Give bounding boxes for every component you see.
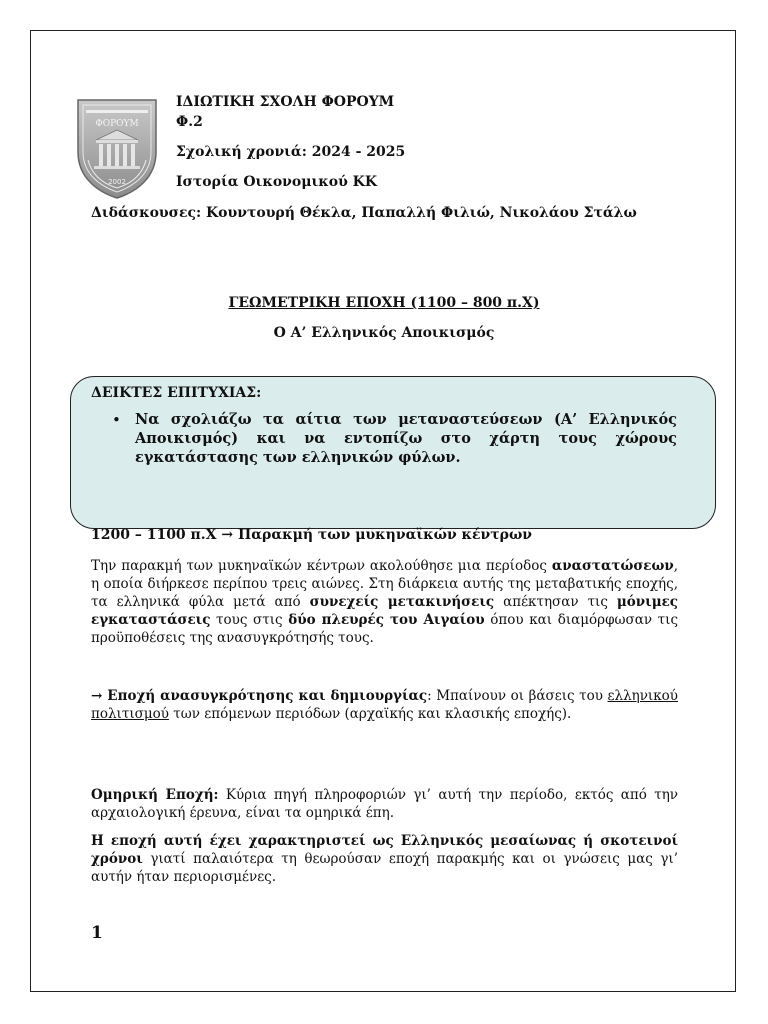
text: Κύρια πηγή πληροφοριών γι’ αυτή την περίοδο, εκτός από την αρχαιολογική έρευνα, είναι τα ομηρικά έπη.	[91, 787, 679, 821]
underlined-text: ελληνικού πολιτισμού	[91, 688, 678, 722]
bold-text: Η εποχή αυτή έχει χαρακτηριστεί ως Ελληνικός μεσαίωνας ή σκοτεινοί χρόνοι	[91, 833, 678, 867]
paragraph-reconstruction	[91, 687, 678, 723]
bold-text: → Εποχή ανασυγκρότησης και δημιουργίας	[91, 688, 428, 704]
paragraph-decline	[91, 557, 678, 647]
page-subtitle: Ο Α’ Ελληνικός Αποικισμός	[273, 325, 495, 341]
logo-year: 2002	[108, 178, 126, 186]
text: τους στις	[210, 612, 289, 628]
subject: Ιστορία Οικονομικού ΚΚ	[176, 174, 377, 190]
text: Την παρακμή των μυκηναϊκών κέντρων ακολούθησε μια περίοδος	[91, 558, 552, 574]
page-title: ΓΕΩΜΕΤΡΙΚΗ ΕΠΟΧΗ (1100 – 800 π.Χ)	[228, 295, 540, 311]
text: : Μπαίνουν οι βάσεις του	[427, 688, 608, 704]
paragraph-homeric-age	[91, 786, 678, 822]
teachers: Διδάσκουσες: Κουντουρή Θέκλα, Παπαλλή Φιλιώ, Νικολάου Στάλω	[91, 205, 637, 221]
indicator-item: Να σχολιάζω τα αίτια των μεταναστεύσεων (Α’ Ελληνικός Αποικισμός) και να εντοπίζω στο χάρτη τους χώρους εγκατάστασης των ελληνικών φύλων.	[135, 411, 677, 466]
bold-text: μόνιμες εγκαταστάσεις	[91, 594, 678, 628]
paragraph-dark-ages	[91, 832, 678, 886]
text: απέκτησαν τις	[494, 594, 617, 610]
school-year: Σχολική χρονιά: 2024 - 2025	[176, 144, 406, 160]
page-number: 1	[91, 923, 103, 943]
text: , η οποία διήρκεσε περίπου τρεις αιώνες. Στη διάρκεια αυτής της μεταβατικής εποχής, τα ελληνικά φύλα μετά από	[91, 558, 678, 610]
class-label: Φ.2	[176, 114, 203, 130]
text: γιατί παλαιότερα τη θεωρούσαν εποχή παρακμής και οι γνώσεις μας γι’ αυτήν ήταν περιορισμένες.	[91, 851, 678, 885]
logo-text: ΦΟΡΟΥΜ	[95, 119, 139, 129]
bold-text: συνεχείς μετακινήσεις	[309, 594, 495, 610]
text: όπου και διαμόρφωσαν τις προϋποθέσεις της ανασυγκρότησής τους.	[91, 612, 679, 646]
section-heading: 1200 – 1100 π.Χ → Παρακμή των μυκηναϊκών κέντρων	[91, 527, 533, 543]
indicators-heading: ΔΕΙΚΤΕΣ ΕΠΙΤΥΧΙΑΣ:	[91, 385, 262, 401]
school-name: ΙΔΙΩΤΙΚΗ ΣΧΟΛΗ ΦΟΡΟΥΜ	[176, 94, 395, 110]
bullet-marker: •	[112, 411, 121, 429]
bold-text: αναστατώσεων	[551, 558, 674, 574]
school-crest-logo	[74, 96, 160, 200]
bold-text: Ομηρική Εποχή:	[91, 787, 219, 803]
text: των επόμενων περιόδων (αρχαϊκής και κλασικής εποχής).	[168, 706, 572, 722]
bold-text: δύο πλευρές του Αιγαίου	[288, 612, 485, 628]
